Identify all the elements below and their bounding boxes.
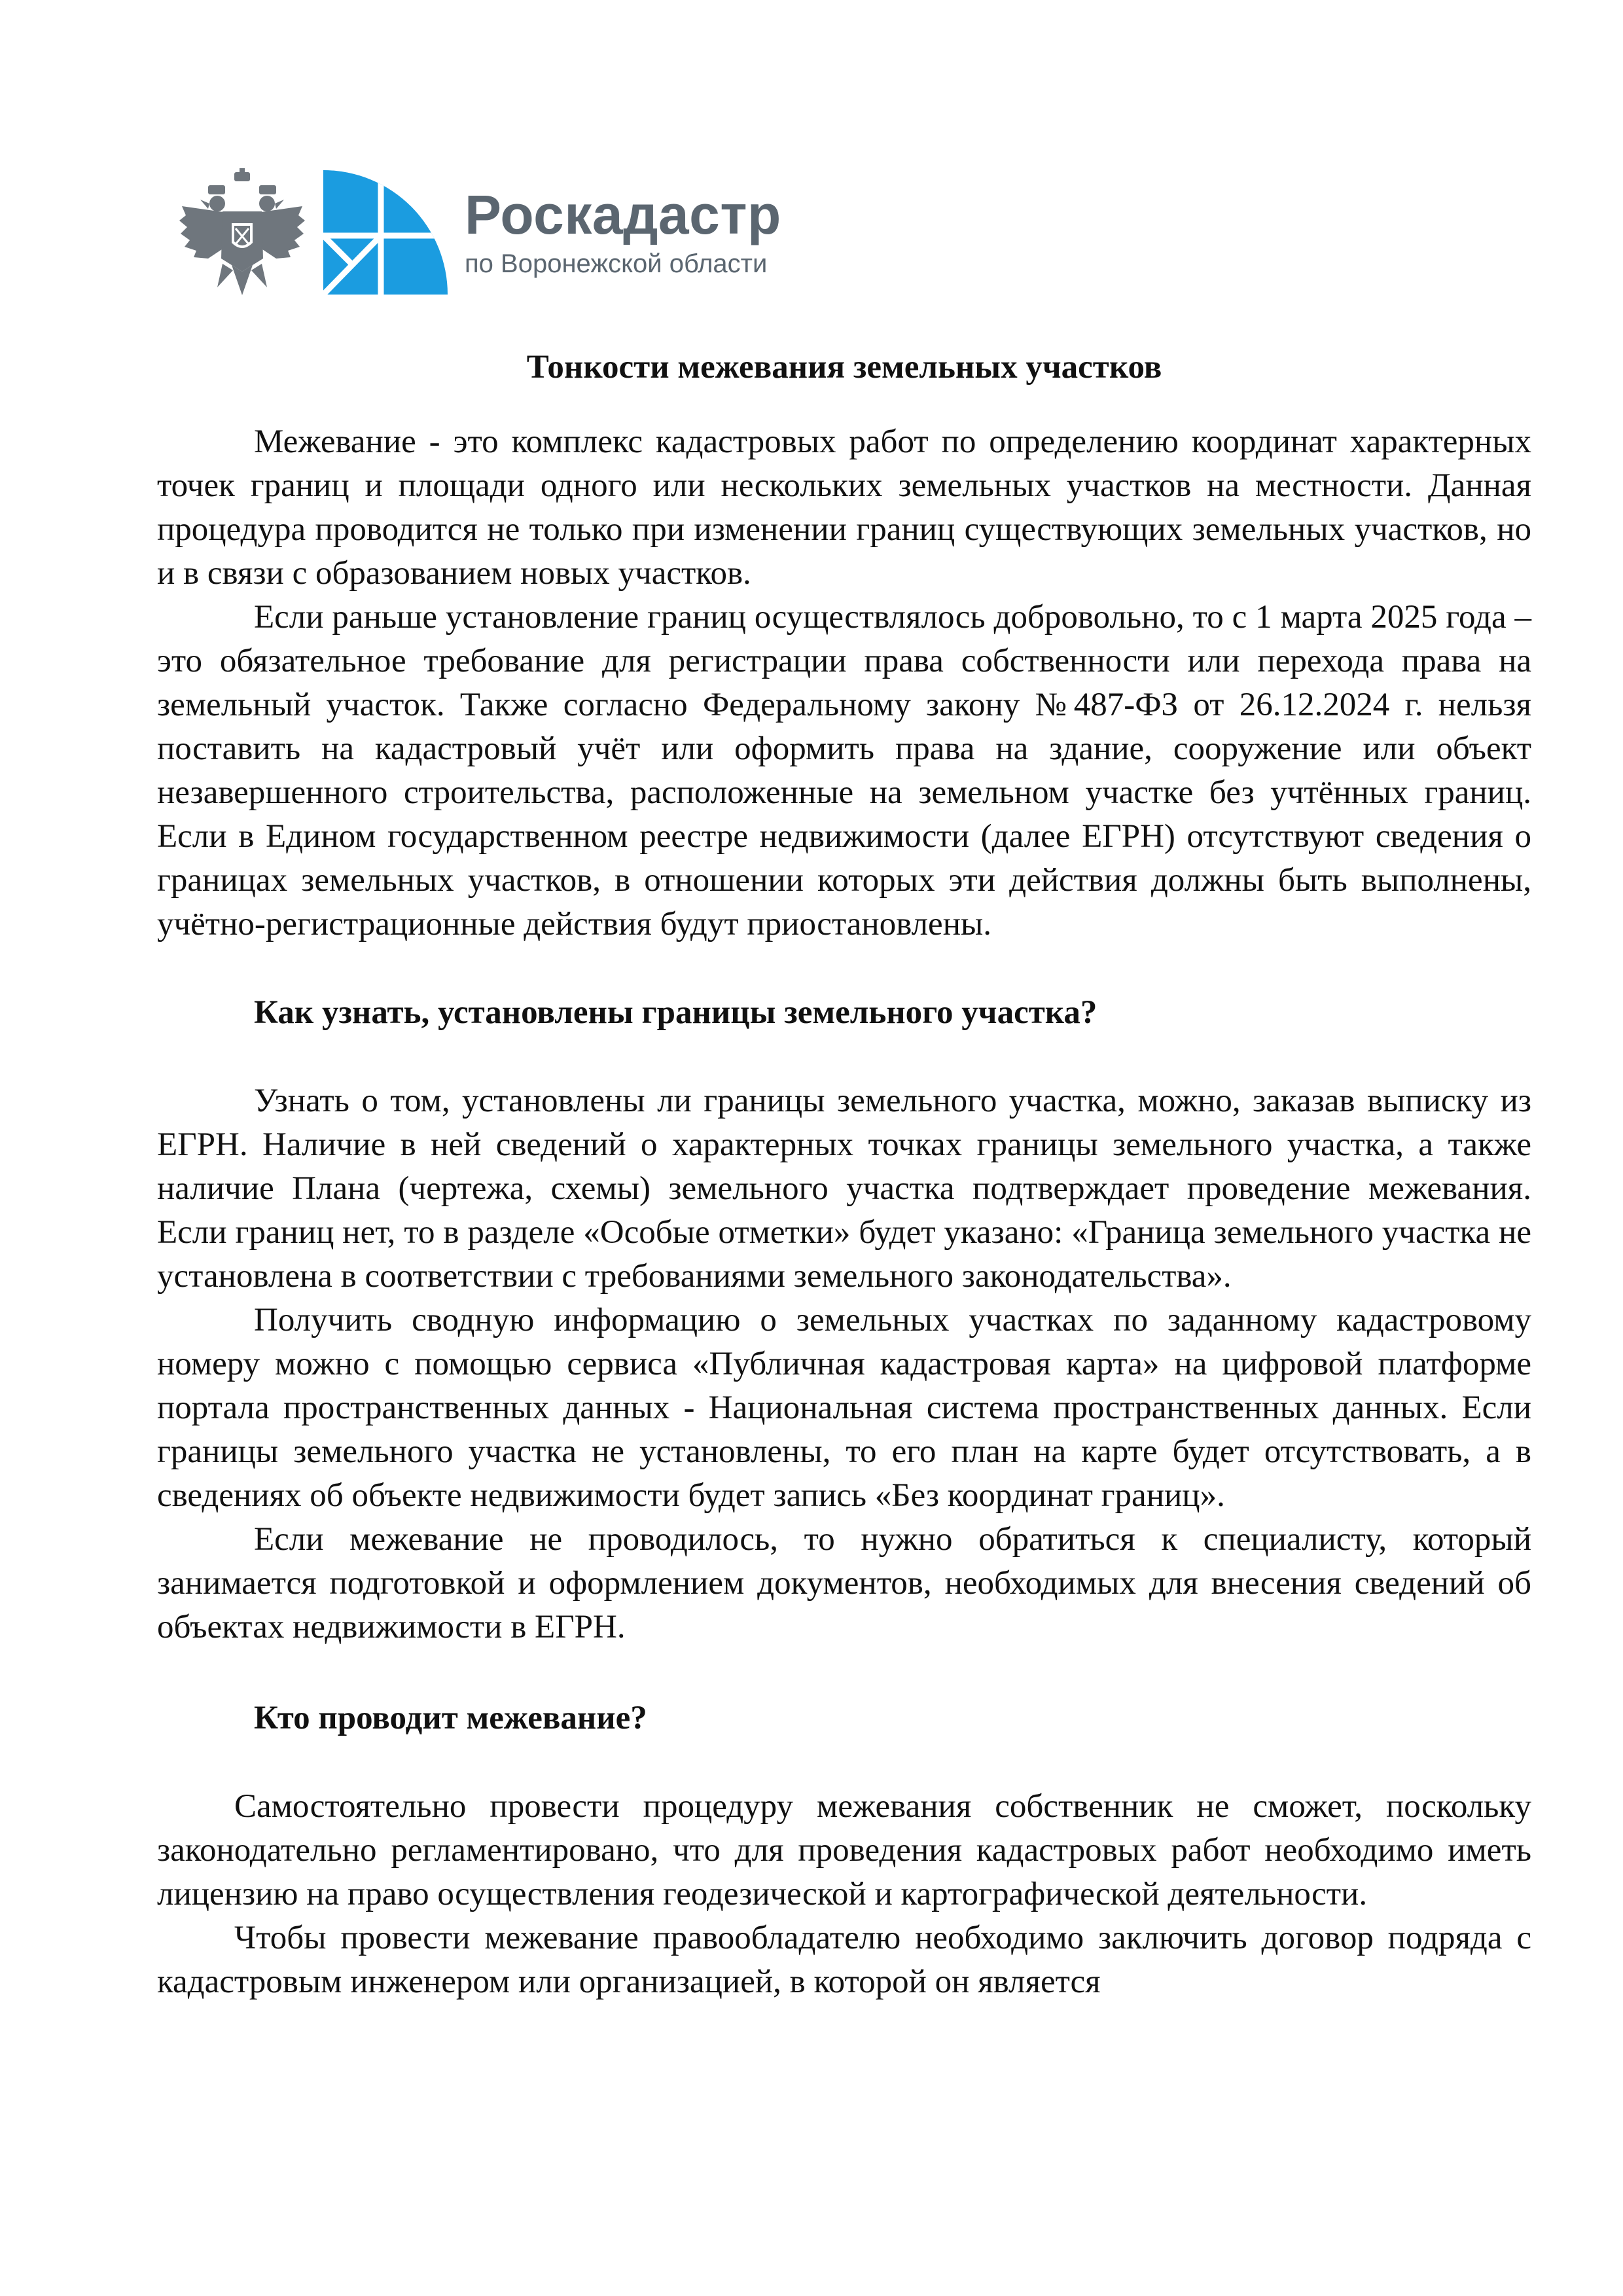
section-heading: Кто проводит межевание? <box>254 1700 647 1736</box>
page-header <box>177 167 781 298</box>
paragraph: Получить сводную информацию о земельных участках по заданному кадастровому номеру можно с помощью сервиса «Публичная кадастровая карта» на цифровой платформе портала пространственных данных - Национальная система пространственных данных. Если границы земельного участка не установлены, то его план на карте будет отсутствовать, а в сведениях об объекте недвижимости будет запись «Без координат границ». <box>157 1302 1531 1514</box>
coat-of-arms-emblem-icon <box>177 167 308 298</box>
section-heading: Как узнать, установлены границы земельного участка? <box>254 994 1097 1031</box>
roskadastr-logo-mark-icon <box>323 170 448 295</box>
paragraph: Если межевание не проводилось, то нужно обратиться к специалисту, который занимается подготовкой и оформлением документов, необходимых для внесения сведений об объектах недвижимости в ЕГРН. <box>157 1521 1531 1645</box>
document-body <box>157 346 1531 2004</box>
paragraph: Межевание - это комплекс кадастровых работ по определению координат характерных точек границ и площади одного или нескольких земельных участков на местности. Данная процедура проводится не только при изменении границ существующих земельных участков, но и в связи с образованием новых участков. <box>157 423 1531 592</box>
document-title: Тонкости межевания земельных участков <box>526 349 1162 386</box>
brand-name: Роскадастр <box>465 184 781 245</box>
paragraph: Чтобы провести межевание правообладателю необходимо заключить договор подряда с кадастровым инженером или организацией, в которой он является <box>157 1920 1531 2000</box>
paragraph: Самостоятельно провести процедуру межевания собственник не сможет, поскольку законодательно регламентировано, что для проведения кадастровых работ необходимо иметь лицензию на право осуществления геодезической и картографической деятельности. <box>157 1788 1531 1912</box>
brand-subtitle: по Воронежской области <box>465 249 768 278</box>
brand-text <box>465 185 781 280</box>
paragraph: Узнать о том, установлены ли границы земельного участка, можно, заказав выписку из ЕГРН. Наличие в ней сведений о характерных точках границы земельного участка, а также наличие Плана (чертежа, схемы) земельного участка подтверждает проведение межевания. Если границ нет, то в разделе «Особые отметки» будет указано: «Граница земельного участка не установлена в соответствии с требованиями земельного законодательства». <box>157 1083 1531 1295</box>
paragraph: Если раньше установление границ осуществлялось добровольно, то с 1 марта 2025 года – это обязательное требование для регистрации права собственности или перехода права на земельный участок. Также согласно Федеральному закону №487-ФЗ от 26.12.2024 г. нельзя поставить на кадастровый учёт или оформить права на здание, сооружение или объект незавершенного строительства, расположенные на земельном участке без учтённых границ. Если в Едином государственном реестре недвижимости (далее ЕГРН) отсутствуют сведения о границах земельных участков, в отношении которых эти действия должны быть выполнены, учётно-регистрационные действия будут приостановлены. <box>157 599 1531 942</box>
